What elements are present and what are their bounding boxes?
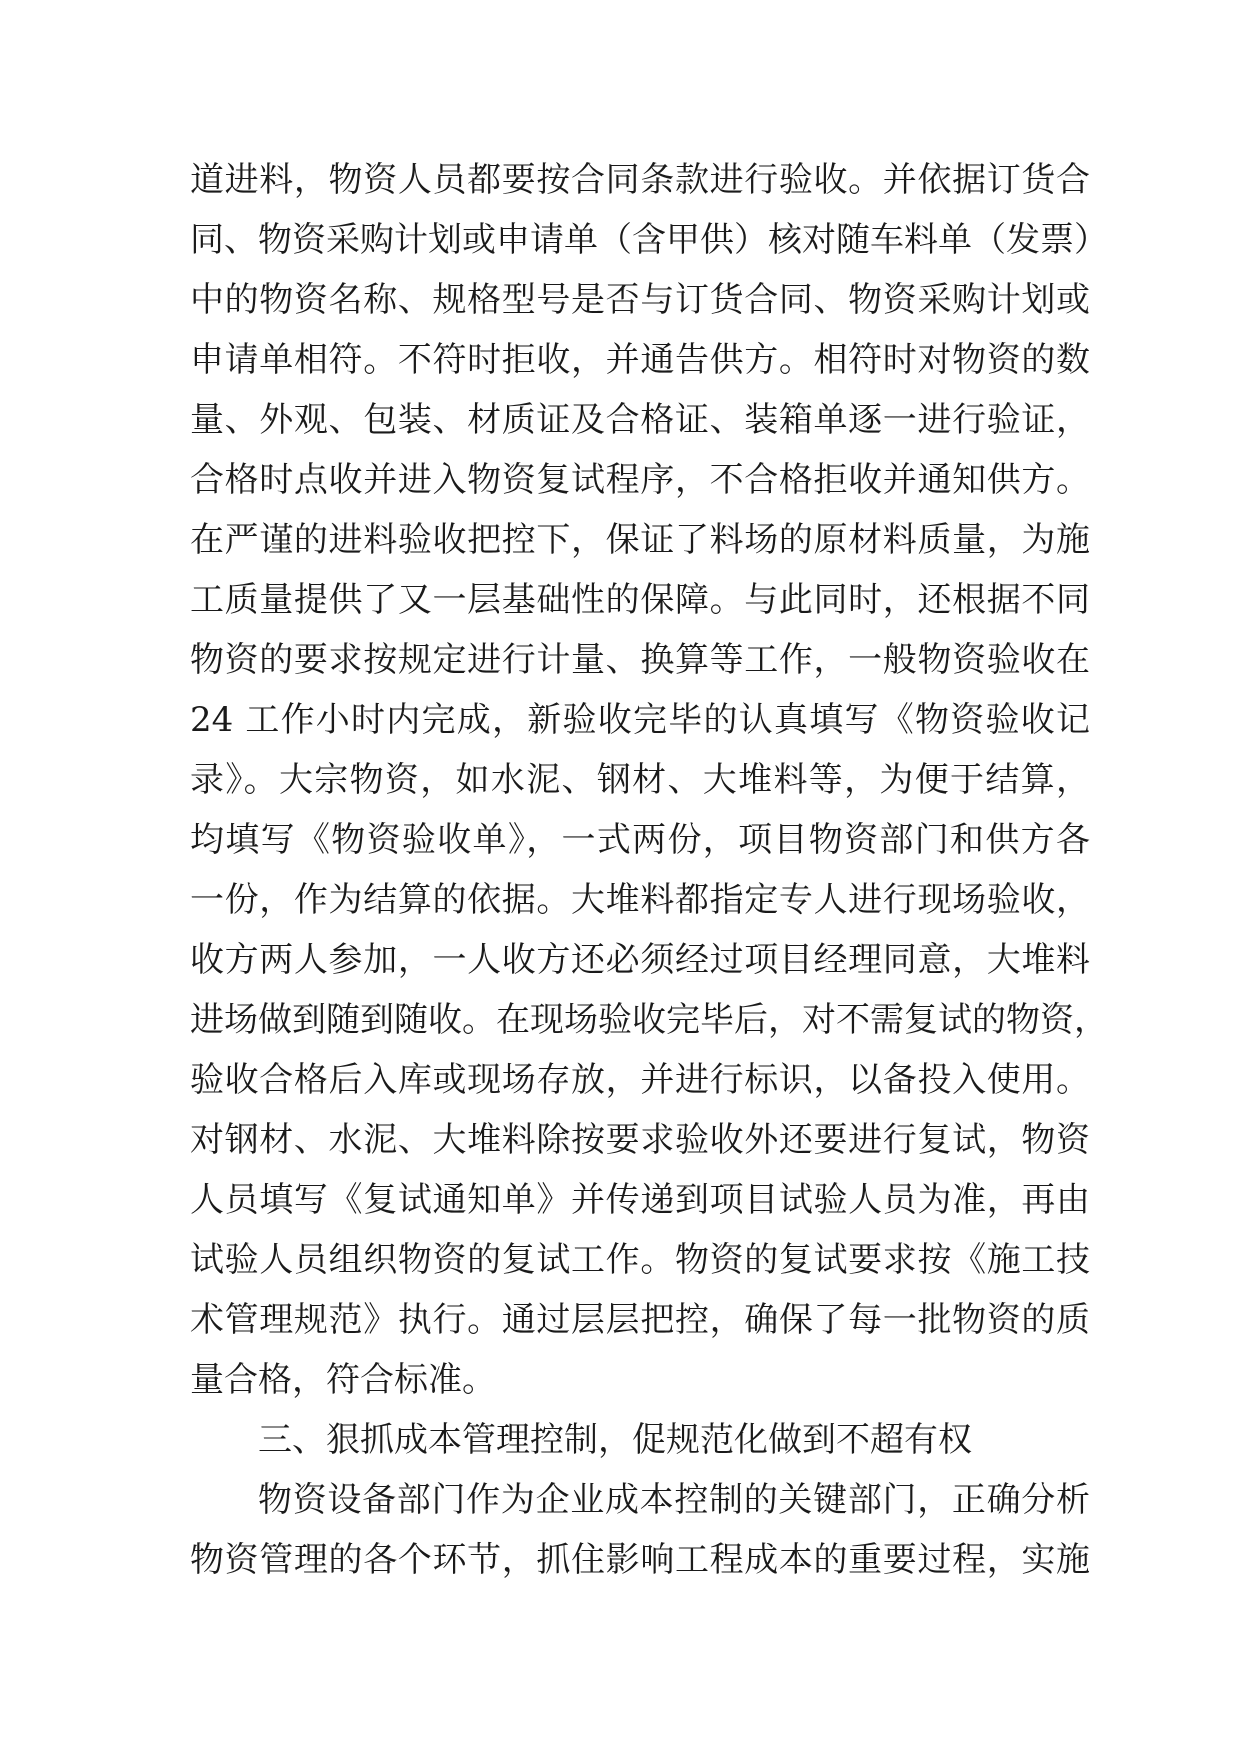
body-text-line: 在严谨的进料验收把控下，保证了料场的原材料质量，为施 [190,520,1090,560]
body-text-line: 量、外观、包装、材质证及合格证、装箱单逐一进行验证， [190,400,1090,440]
paragraph-first-line: 物资设备部门作为企业成本控制的关键部门，正确分析 [258,1480,1090,1520]
body-text-line: 均填写《物资验收单》，一式两份，项目物资部门和供方各 [190,820,1090,860]
paragraph-end-line: 量合格，符合标准。 [190,1360,496,1400]
body-text-line: 合格时点收并进入物资复试程序，不合格拒收并通知供方。 [190,460,1090,500]
body-text-line: 一份，作为结算的依据。大堆料都指定专人进行现场验收， [190,880,1090,920]
body-text-line: 录》。大宗物资，如水泥、钢材、大堆料等，为便于结算， [190,760,1090,800]
body-text-line: 人员填写《复试通知单》并传递到项目试验人员为准，再由 [190,1180,1090,1220]
body-text-line: 进场做到随到随收。在现场验收完毕后，对不需复试的物资， [190,1000,1108,1040]
body-text-line: 试验人员组织物资的复试工作。物资的复试要求按《施工技 [190,1240,1090,1280]
body-text-line: 物资的要求按规定进行计量、换算等工作，一般物资验收在 [190,640,1090,680]
body-text-line: 验收合格后入库或现场存放，并进行标识，以备投入使用。 [190,1060,1090,1100]
body-text-line: 中的物资名称、规格型号是否与订货合同、物资采购计划或 [190,280,1090,320]
body-text-line: 道进料，物资人员都要按合同条款进行验收。并依据订货合 [190,160,1090,200]
body-text-line: 收方两人参加，一人收方还必须经过项目经理同意，大堆料 [190,940,1090,980]
body-text-line: 物资管理的各个环节，抓住影响工程成本的重要过程，实施 [190,1540,1090,1580]
body-text-line: 对钢材、水泥、大堆料除按要求验收外还要进行复试，物资 [190,1120,1090,1160]
body-text-line: 申请单相符。不符时拒收，并通告供方。相符时对物资的数 [190,340,1090,380]
body-text-line: 同、物资采购计划或申请单（含甲供）核对随车料单（发票） [190,220,1108,260]
body-text-line: 术管理规范》执行。通过层层把控，确保了每一批物资的质 [190,1300,1090,1340]
section-heading: 三、狠抓成本管理控制，促规范化做到不超有权 [258,1420,972,1460]
body-text-line: 24 工作小时内完成，新验收完毕的认真填写《物资验收记 [190,700,1090,740]
body-text-line: 工质量提供了又一层基础性的保障。与此同时，还根据不同 [190,580,1090,620]
